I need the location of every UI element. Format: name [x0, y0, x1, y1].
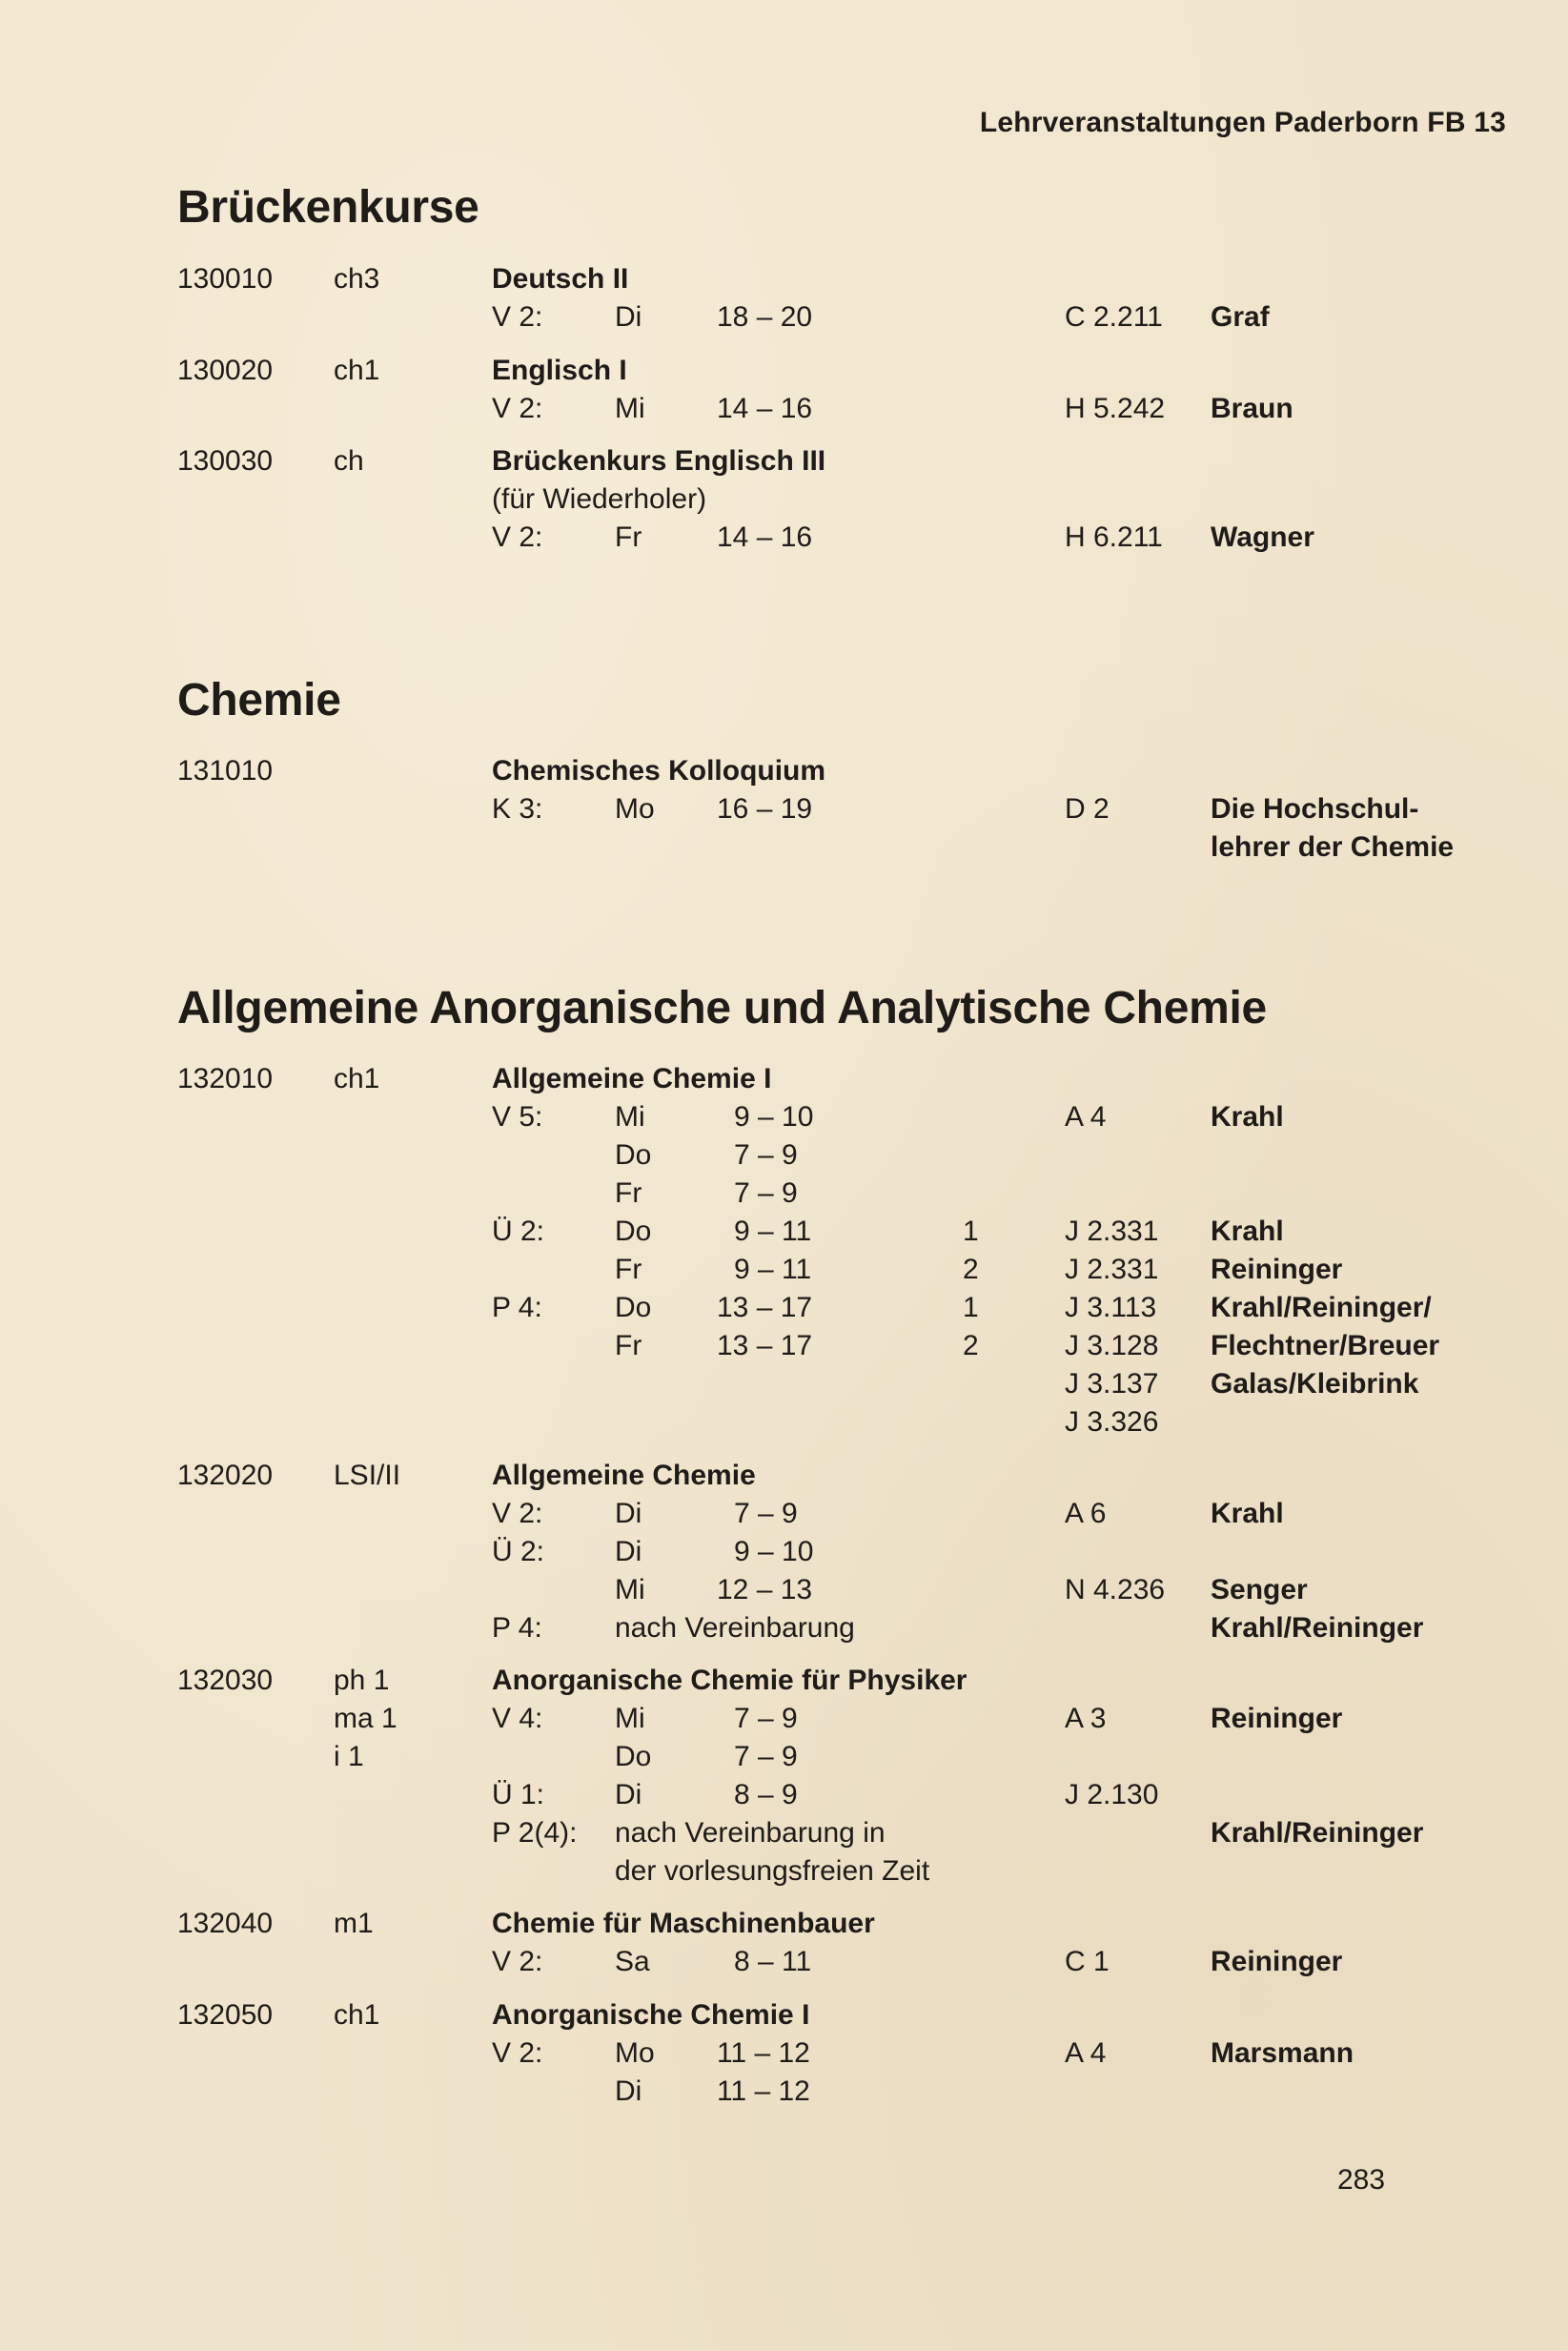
session-room: J 3.137 [1065, 1368, 1159, 1400]
session-lecturer: Krahl [1211, 1101, 1284, 1133]
session-type: P 4: [492, 1292, 542, 1323]
session-lecturer: Marsmann [1211, 2037, 1354, 2069]
session-group-number: 1 [963, 1216, 979, 1247]
session-time: 7 – 9 [734, 1498, 798, 1529]
session-lecturer: Die Hochschul- [1211, 793, 1419, 825]
session-day: der vorlesungsfreien Zeit [615, 1855, 930, 1887]
course-group: ma 1 [334, 1703, 397, 1734]
session-day: Do [615, 1139, 652, 1171]
session-day: Do [615, 1216, 652, 1247]
course-group: ph 1 [334, 1665, 390, 1696]
session-day: Sa [615, 1946, 650, 1977]
session-day: nach Vereinbarung [615, 1612, 855, 1644]
session-type: Ü 2: [492, 1536, 545, 1567]
session-lecturer: lehrer der Chemie [1211, 831, 1455, 863]
session-type: V 5: [492, 1101, 543, 1133]
session-day: Fr [615, 1254, 642, 1285]
session-day: Di [615, 301, 642, 333]
session-time: 12 – 13 [717, 1574, 813, 1605]
section-title: Brückenkurse [177, 182, 479, 233]
session-room: J 3.113 [1065, 1292, 1157, 1323]
session-room: A 3 [1065, 1703, 1107, 1734]
session-group-number: 1 [963, 1292, 979, 1323]
course-group: ch1 [334, 355, 380, 386]
session-room: A 6 [1065, 1498, 1107, 1529]
course-number: 130030 [177, 445, 274, 477]
session-type: Ü 1: [492, 1779, 545, 1810]
session-time: 9 – 10 [734, 1536, 814, 1567]
session-room: J 2.130 [1065, 1779, 1159, 1810]
session-time: 7 – 9 [734, 1703, 798, 1734]
session-day: Di [615, 1536, 642, 1567]
session-time: 11 – 12 [717, 2075, 810, 2107]
course-number: 132040 [177, 1908, 274, 1939]
session-room: H 6.211 [1065, 521, 1163, 553]
session-day: Fr [615, 1177, 642, 1209]
session-time: 13 – 17 [717, 1292, 813, 1323]
session-day: Mo [615, 793, 655, 825]
section-title: Allgemeine Anorganische und Analytische Chemie [177, 983, 1267, 1033]
section-title: Chemie [177, 675, 341, 726]
course-title: Chemisches Kolloquium [492, 755, 826, 787]
session-day: Di [615, 2075, 642, 2107]
course-group: LSI/II [334, 1460, 401, 1491]
course-title: Allgemeine Chemie I [492, 1063, 772, 1094]
session-room: N 4.236 [1065, 1574, 1166, 1605]
session-room: J 3.128 [1065, 1330, 1159, 1361]
session-lecturer: Krahl [1211, 1498, 1284, 1529]
session-time: 16 – 19 [717, 793, 813, 825]
session-lecturer: Krahl/Reininger [1211, 1817, 1424, 1849]
session-day: Do [615, 1741, 652, 1772]
session-lecturer: Flechtner/Breuer [1211, 1330, 1440, 1361]
session-time: 9 – 10 [734, 1101, 814, 1133]
session-room: D 2 [1065, 793, 1110, 825]
session-type: P 4: [492, 1612, 542, 1644]
session-day: Mi [615, 393, 645, 424]
course-group: ch1 [334, 1063, 380, 1094]
course-title: Anorganische Chemie für Physiker [492, 1665, 967, 1696]
session-room: C 1 [1065, 1946, 1110, 1977]
course-group: ch1 [334, 1999, 380, 2031]
session-room: C 2.211 [1065, 301, 1163, 333]
session-lecturer: Galas/Kleibrink [1211, 1368, 1419, 1400]
session-lecturer: Reininger [1211, 1946, 1343, 1977]
session-time: 7 – 9 [734, 1139, 798, 1171]
session-type: K 3: [492, 793, 543, 825]
session-group-number: 2 [963, 1254, 979, 1285]
session-lecturer: Senger [1211, 1574, 1308, 1605]
session-type: V 2: [492, 393, 543, 424]
course-group: ch3 [334, 263, 380, 295]
session-lecturer: Reininger [1211, 1703, 1343, 1734]
session-day: Do [615, 1292, 652, 1323]
session-day: Di [615, 1498, 642, 1529]
session-day: Mi [615, 1101, 645, 1133]
course-number: 131010 [177, 755, 274, 787]
session-lecturer: Reininger [1211, 1254, 1343, 1285]
session-time: 9 – 11 [734, 1216, 812, 1247]
session-lecturer: Graf [1211, 301, 1270, 333]
course-number: 132010 [177, 1063, 274, 1094]
session-room: A 4 [1065, 2037, 1107, 2069]
session-time: 8 – 9 [734, 1779, 798, 1810]
session-time: 14 – 16 [717, 393, 813, 424]
session-time: 11 – 12 [717, 2037, 810, 2069]
session-type: V 2: [492, 2037, 543, 2069]
session-day: Mi [615, 1574, 645, 1605]
session-room: H 5.242 [1065, 393, 1166, 424]
session-time: 14 – 16 [717, 521, 813, 553]
course-group: ch [334, 445, 364, 477]
course-title: Allgemeine Chemie [492, 1460, 756, 1491]
session-lecturer: Krahl [1211, 1216, 1284, 1247]
session-type: V 2: [492, 301, 543, 333]
course-note: (für Wiederholer) [492, 483, 707, 515]
session-type: P 2(4): [492, 1817, 578, 1849]
session-type: V 2: [492, 1946, 543, 1977]
session-day: Mo [615, 2037, 655, 2069]
course-group: i 1 [334, 1741, 364, 1772]
course-number: 132030 [177, 1665, 274, 1696]
session-time: 13 – 17 [717, 1330, 813, 1361]
course-title: Brückenkurs Englisch III [492, 445, 826, 477]
session-type: V 4: [492, 1703, 543, 1734]
course-number: 132050 [177, 1999, 274, 2031]
session-time: 9 – 11 [734, 1254, 812, 1285]
session-room: J 2.331 [1065, 1254, 1159, 1285]
session-type: V 2: [492, 521, 543, 553]
session-room: J 2.331 [1065, 1216, 1159, 1247]
session-room: A 4 [1065, 1101, 1107, 1133]
session-lecturer: Krahl/Reininger/ [1211, 1292, 1432, 1323]
session-day: Fr [615, 1330, 642, 1361]
course-title: Chemie für Maschinenbauer [492, 1908, 875, 1939]
course-title: Anorganische Chemie I [492, 1999, 810, 2031]
course-number: 132020 [177, 1460, 274, 1491]
session-day: nach Vereinbarung in [615, 1817, 886, 1849]
course-number: 130020 [177, 355, 274, 386]
session-room: J 3.326 [1065, 1406, 1159, 1438]
session-day: Di [615, 1779, 642, 1810]
page-number: 283 [1337, 2164, 1386, 2196]
session-time: 7 – 9 [734, 1741, 798, 1772]
session-time: 8 – 11 [734, 1946, 812, 1977]
session-day: Fr [615, 521, 642, 553]
session-lecturer: Krahl/Reininger [1211, 1612, 1424, 1644]
session-day: Mi [615, 1703, 645, 1734]
course-number: 130010 [177, 263, 274, 295]
course-title: Englisch I [492, 355, 627, 386]
session-time: 18 – 20 [717, 301, 813, 333]
running-header: Lehrveranstaltungen Paderborn FB 13 [979, 107, 1506, 138]
session-type: Ü 2: [492, 1216, 545, 1247]
session-group-number: 2 [963, 1330, 979, 1361]
course-group: m1 [334, 1908, 374, 1939]
session-lecturer: Braun [1211, 393, 1293, 424]
course-title: Deutsch II [492, 263, 629, 295]
session-type: V 2: [492, 1498, 543, 1529]
session-time: 7 – 9 [734, 1177, 798, 1209]
session-lecturer: Wagner [1211, 521, 1314, 553]
